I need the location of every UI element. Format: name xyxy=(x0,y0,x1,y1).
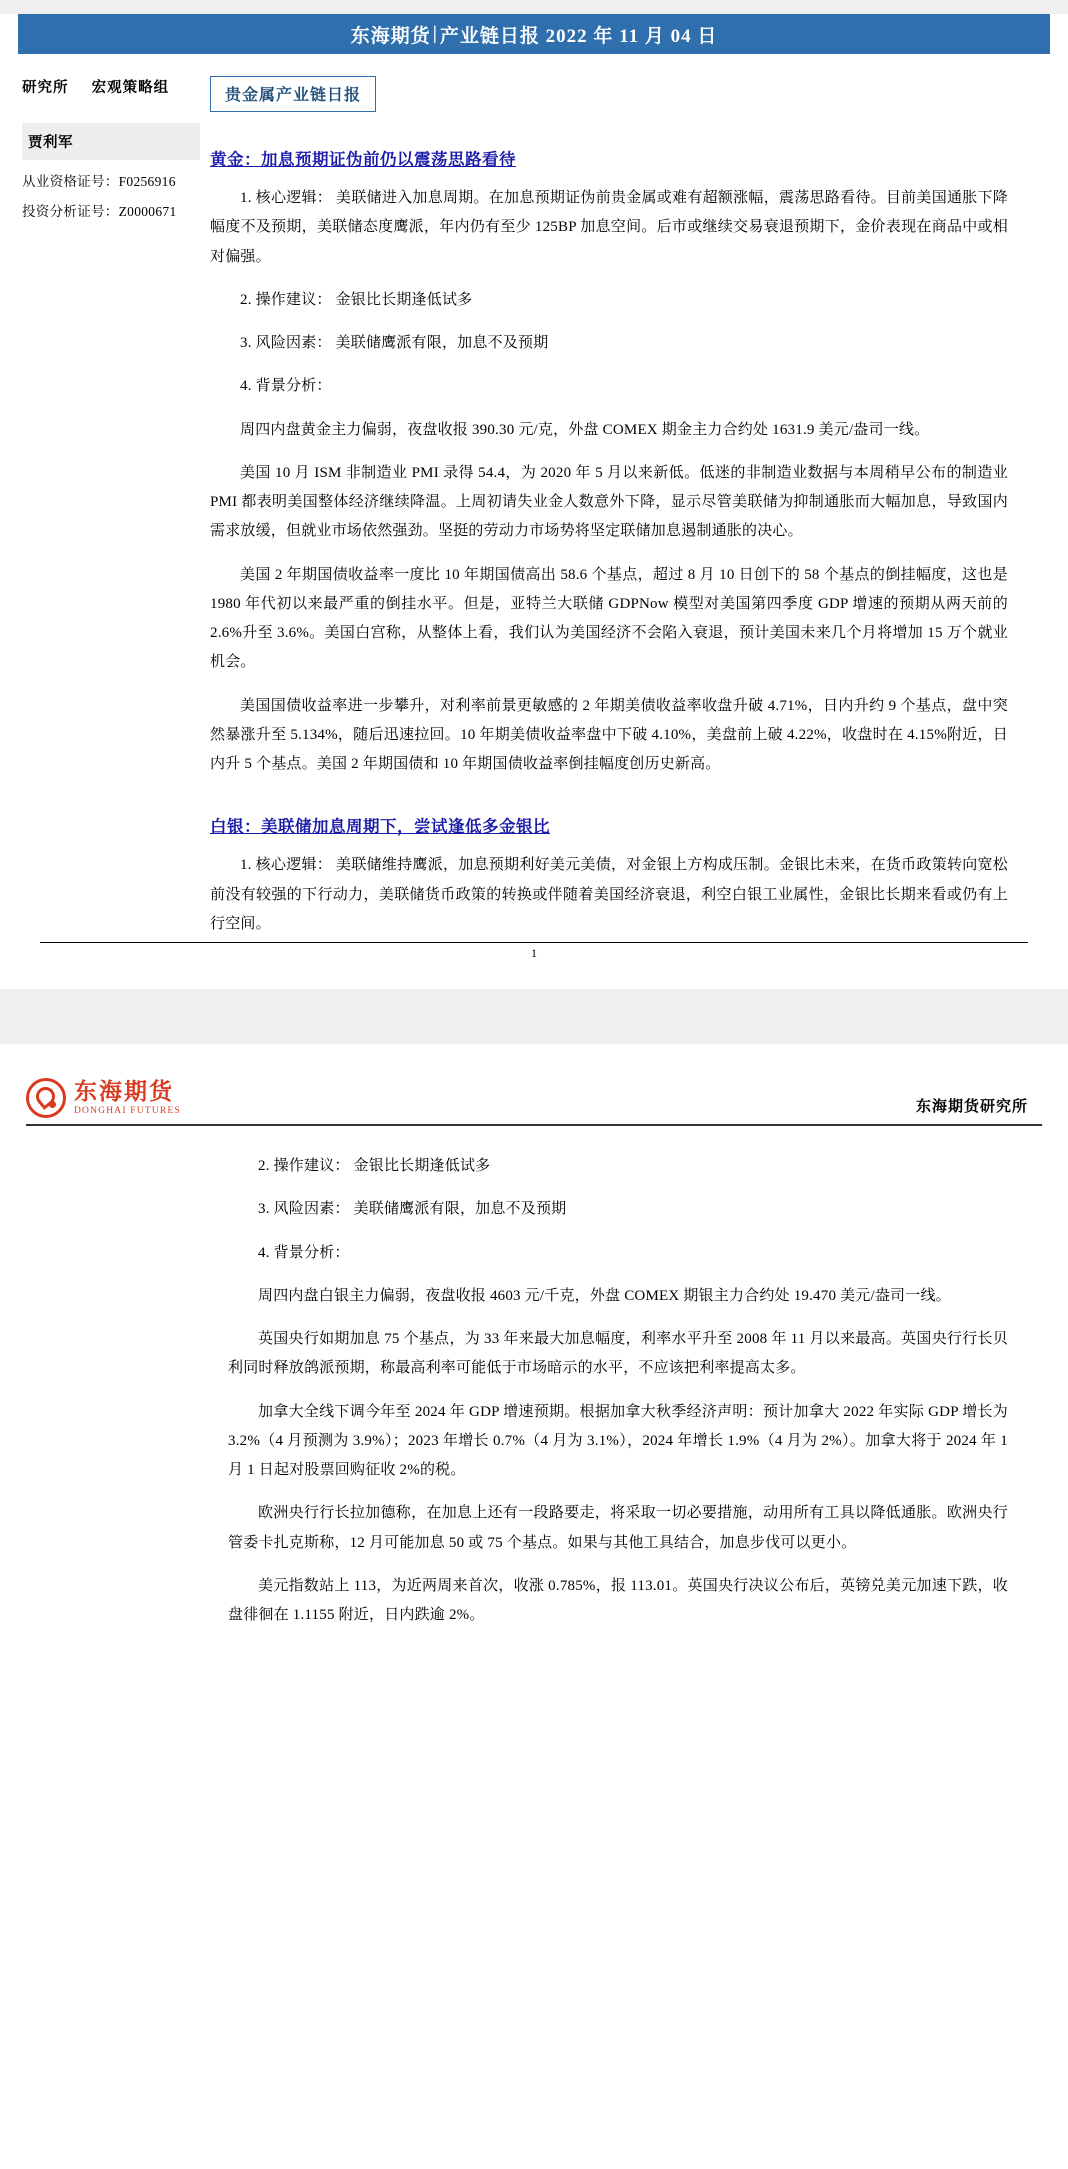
paragraph: 2. 操作建议： 金银比长期逢低试多 xyxy=(258,1158,491,1174)
paragraph: 周四内盘白银主力偏弱，夜盘收报 4603 元/千克，外盘 COMEX 期银主力合约处 19.470 美元/盎司一线。 xyxy=(258,1287,951,1304)
page-footer-rule xyxy=(40,942,1028,943)
paragraph: 美国 10 月 ISM 非制造业 PMI 录得 54.4，为 2020 年 5 月以来新低。低迷的非制造业数据与本周稍早公布的制造业 PMI 都表明美国整体经济继续降温。上周初请失业金人数意外下降，显示尽管美联储为抑制通胀而大幅加息，导致国内需求放缓，但就业市场依然强劲。坚挺的劳动力市场势将坚定联储加息遏制通胀的决心。 xyxy=(210,464,1008,540)
section-heading-gold: 黄金：加息预期证伪前仍以震荡思路看待 xyxy=(210,150,516,169)
donghai-logo-icon xyxy=(26,1078,66,1118)
paragraph: 美国 2 年期国债收益率一度比 10 年期国债高出 58.6 个基点，超过 8 月 10 日创下的 58 个基点的倒挂幅度，这也是 1980 年代初以来最严重的倒挂水平。但是，亚特兰大联储 GDPNow 模型对美国第四季度 GDP 增速的预期从两天前的 2.6%升至 3.6%。美国白宫称，从整体上看，我们认为美国经济不会陷入衰退，预计美国未来几个月将增加 15 万个就业机会。 xyxy=(210,566,1008,671)
paragraph: 周四内盘黄金主力偏弱，夜盘收报 390.30 元/克，外盘 COMEX 期金主力合约处 1631.9 美元/盎司一线。 xyxy=(240,421,930,438)
section-heading-silver: 白银：美联储加息周期下，尝试逢低多金银比 xyxy=(210,817,550,837)
header-title: 产业链日报 2022 年 11 月 04 日 xyxy=(439,25,718,47)
paragraph: 2. 操作建议： 金银比长期逢低试多 xyxy=(240,291,473,308)
header-brand: 东海期货 xyxy=(350,25,431,47)
analyst-name: 贾利军 xyxy=(28,135,73,151)
header-separator: | xyxy=(432,23,438,44)
page-2-header xyxy=(0,1044,1068,1118)
paragraph: 4. 背景分析： xyxy=(240,378,332,395)
page-2 xyxy=(0,1044,1068,2169)
page-1 xyxy=(0,14,1068,989)
page-header-bar xyxy=(18,14,1050,54)
sidebar xyxy=(0,76,210,939)
sidebar-team: 宏观策略组 xyxy=(91,80,170,96)
paragraph: 4. 背景分析： xyxy=(258,1244,350,1261)
document-title: 贵金属产业链日报 xyxy=(210,76,376,112)
page-2-body xyxy=(0,1126,1068,1630)
paragraph: 加拿大全线下调今年至 2024 年 GDP 增速预期。根据加拿大秋季经济声明：预计加拿大 2022 年实际 GDP 增长为 3.2%（4 月预测为 3.9%）；2023 年增长 0.7%（4 月为 3.1%），2024 年增长 1.9%（4 月为 2%）。加拿大将于 2024 年 1 月 1 日起对股票回购征收 2%的税。 xyxy=(228,1403,1008,1478)
paragraph: 1. 核心逻辑： 美联储进入加息周期。在加息预期证伪前贵金属或难有超额涨幅，震荡思路看待。目前美国通胀下降幅度不及预期，美联储态度鹰派，年内仍有至少 125BP 加息空间。后市或继续交易衰退预期下，金价表现在商品中或相对偏强。 xyxy=(210,190,1008,265)
page-number: 1 xyxy=(531,946,537,960)
sidebar-dept: 研究所 xyxy=(22,80,69,96)
paragraph: 1. 核心逻辑： 美联储维持鹰派，加息预期利好美元美债，对金银上方构成压制。金银比未来，在货币政策转向宽松前没有较强的下行动力，美联储货币政策的转换或伴随着美国经济衰退，利空白银工业属性，金银比长期来看或仍有上行空间。 xyxy=(210,857,1008,932)
research-institute-label: 东海期货研究所 xyxy=(915,1099,1028,1115)
logo-company-name-cn: 东海期货 xyxy=(74,1078,174,1104)
main-content xyxy=(210,76,1068,939)
paragraph: 英国央行如期加息 75 个基点，为 33 年来最大加息幅度，利率水平升至 2008 年 11 月以来最高。英国央行行长贝利同时释放鸽派预期，称最高利率可能低于市场暗示的水平，不应该把利率提高太多。 xyxy=(228,1331,1008,1377)
analyst-qualification: 从业资格证号：F0256916 xyxy=(22,174,176,189)
document-canvas xyxy=(0,14,1068,2169)
sidebar-dept-team xyxy=(22,76,210,97)
logo-company-name-en: DONGHAI FUTURES xyxy=(74,1106,181,1117)
analyst-investment-no: 投资分析证号：Z0000671 xyxy=(22,204,177,219)
paragraph: 3. 风险因素： 美联储鹰派有限，加息不及预期 xyxy=(240,335,549,351)
paragraph: 美国国债收益率进一步攀升，对利率前景更敏感的 2 年期美债收益率收盘升破 4.71%，日内升约 9 个基点，盘中突然暴涨升至 5.134%，随后迅速拉回。10 年期美债收益率盘中下破 4.10%，美盘前上破 4.22%，收盘时在 4.15%附近，日内升 5 个基点。美国 2 年期国债和 10 年期国债收益率倒挂幅度创历史新高。 xyxy=(210,697,1008,772)
page-gap xyxy=(0,989,1068,1044)
page-1-body xyxy=(0,76,1068,939)
company-logo xyxy=(26,1078,181,1118)
analyst-box xyxy=(22,123,200,160)
paragraph: 欧洲央行行长拉加德称，在加息上还有一段路要走，将采取一切必要措施，动用所有工具以降低通胀。欧洲央行管委卡扎克斯称，12 月可能加息 50 或 75 个基点。如果与其他工具结合，加息步伐可以更小。 xyxy=(228,1505,1008,1551)
paragraph: 美元指数站上 113，为近两周来首次，收涨 0.785%，报 113.01。英国央行决议公布后，英镑兑美元加速下跌，收盘徘徊在 1.1155 附近，日内跌逾 2%。 xyxy=(228,1577,1008,1623)
paragraph: 3. 风险因素： 美联储鹰派有限，加息不及预期 xyxy=(258,1201,567,1218)
